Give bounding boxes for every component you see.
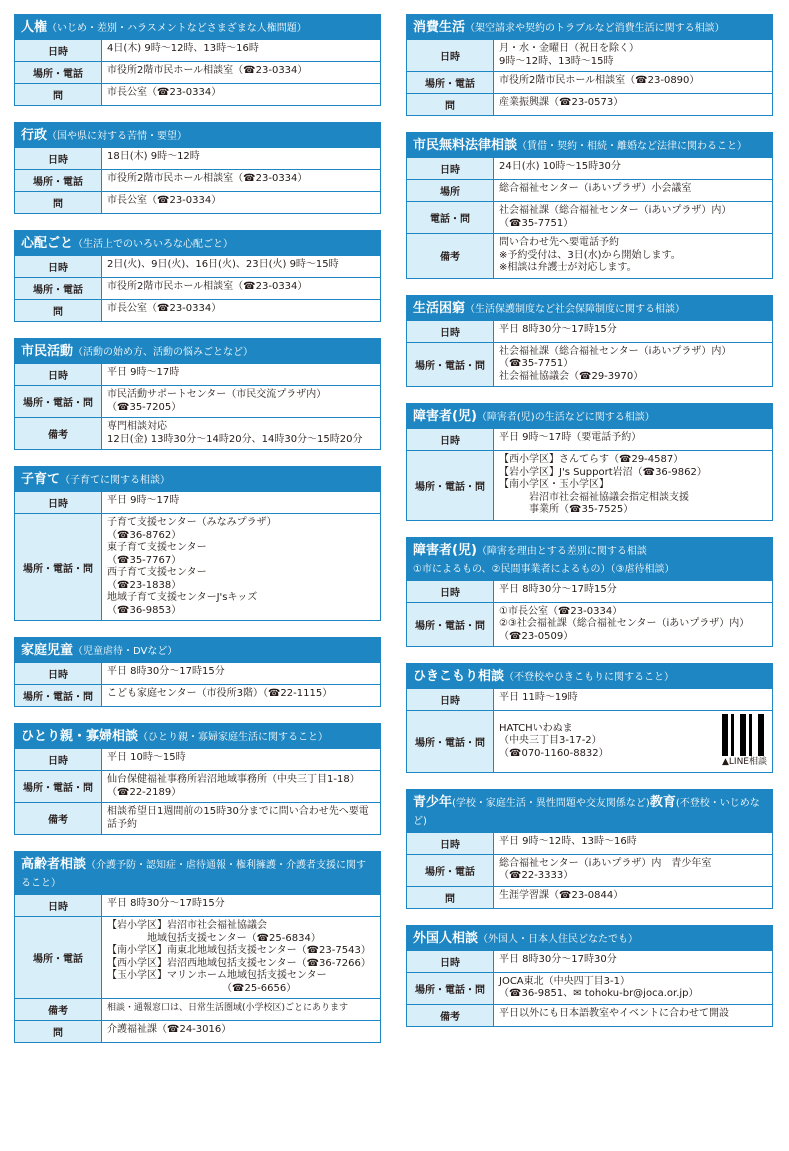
box-title: 市民活動	[21, 344, 74, 359]
box-subtitle: (不登校・いじめなど)	[413, 797, 760, 827]
row-datetime	[407, 320, 772, 342]
row-value: 【西小学区】さんてらす（☎29-4587） 【岩小学区】J's Support岩沼（☎36-9862） 【南小学区・玉小学区】 岩沼市社会福祉協議会指定相談支援 事業所（☎35-7525）	[499, 454, 707, 515]
consult-box-shogaisha-sabetsu	[406, 537, 773, 648]
box-subtitle: （活動の始め方、活動の悩みごとなど）	[73, 347, 254, 358]
row-datetime	[15, 39, 380, 61]
row-label: 問	[407, 887, 494, 908]
box-subtitle: (学校・家庭生活・異性問題や交友関係など)	[452, 797, 650, 809]
row-value: 【岩小学区】岩沼市社会福祉協議会 地域包括支援センター（☎25-6834） 【南小学区】南東北地域包括支援センター（☎23-7543） 【西小学区】岩沼西地域包括支援センター（☎36-7266） 【玉小学区】マリンホーム地域包括支援センター （☎25-6656）	[107, 920, 371, 994]
box-title: 教育	[649, 794, 676, 810]
row-value: HATCHいわぬま （中央三丁目3-17-2） （☎070-1160-8832） ▲LINE相談	[494, 711, 772, 772]
box-header	[15, 231, 380, 255]
box-header	[15, 638, 380, 662]
consult-box-shimin-katsudo	[14, 338, 381, 450]
box-header	[15, 852, 380, 894]
row-datetime	[407, 428, 772, 450]
list-item: 西子育て支援センター（☎23-1838）	[107, 567, 207, 591]
row-value: 市役所2階市民ホール相談室（☎23-0890）	[499, 75, 700, 86]
consult-box-koreisha	[14, 851, 381, 1043]
box-subtitle: （不登校やひきこもりに関すること）	[504, 672, 675, 683]
list-item: 地域子育て支援センターJ'sキッズ（☎36-9853）	[107, 592, 258, 616]
row-label: 場所・電話・問	[15, 386, 102, 417]
row-value: 平日 9時〜17時（要電話予約）	[499, 432, 642, 443]
row-place	[407, 854, 772, 886]
row-label: 日時	[407, 951, 494, 972]
row-value: 市長公室（☎23-0334）	[107, 87, 222, 98]
row-place	[15, 277, 380, 299]
row-note	[407, 1004, 772, 1026]
row-datetime	[15, 748, 380, 770]
row-label: 日時	[407, 689, 494, 710]
row-label: 備考	[15, 418, 102, 449]
row-label: 日時	[407, 321, 494, 342]
row-value: 産業振興課（☎23-0573）	[499, 97, 624, 108]
row-label: 日時	[15, 364, 102, 385]
consult-box-katei-jido	[14, 637, 381, 707]
row-label: 問	[15, 1021, 102, 1042]
left-column	[14, 14, 381, 1059]
box-subtitle: （生活保護制度など社会保障制度に関する相談）	[465, 303, 686, 315]
row-value: JOCA東北（中央四丁目3-1） （☎36-9851、✉ tohoku-br@joca.or.jp）	[499, 975, 699, 999]
row-label: 場所・電話・問	[15, 771, 102, 802]
row-datetime	[407, 832, 772, 854]
row-value: 市役所2階市民ホール相談室（☎23-0334）	[107, 281, 308, 292]
row-value: ①市長公室（☎23-0334） ②③社会福祉課（総合福祉センター（iあいプラザ）内） （☎23-0509）	[499, 605, 750, 642]
row-datetime	[15, 363, 380, 385]
box-header	[15, 339, 380, 363]
row-value: 相談希望日1週間前の15時30分までに問い合わせ先へ要電話予約	[107, 806, 369, 830]
row-value: 総合福祉センター（iあいプラザ）内 青少年室 （☎22-3333）	[499, 857, 712, 881]
row-datetime	[407, 157, 772, 179]
row-phone	[407, 201, 772, 233]
row-value: 4日(木) 9時〜12時、13時〜16時	[107, 43, 259, 54]
row-inquiry	[15, 83, 380, 105]
row-label: 場所・電話・問	[407, 603, 494, 647]
row-place	[407, 342, 772, 387]
box-title: 行政	[21, 128, 48, 143]
row-place	[15, 169, 380, 191]
row-inquiry	[407, 886, 772, 908]
row-label: 日時	[407, 833, 494, 854]
row-datetime	[15, 662, 380, 684]
list-item: 子育て支援センター（みなみプラザ）（☎36-8762）	[107, 517, 277, 541]
row-value: 平日 10時〜15時	[107, 752, 186, 763]
row-place	[15, 385, 380, 417]
row-label: 備考	[15, 999, 102, 1020]
row-value: 平日 8時30分〜17時15分	[499, 323, 617, 335]
consult-box-gaikokujin	[406, 925, 773, 1027]
consult-box-gyosei	[14, 122, 381, 214]
row-place	[15, 61, 380, 83]
row-value: 平日以外にも日本語教室やイベントに合わせて開設	[499, 1007, 729, 1019]
row-datetime	[407, 688, 772, 710]
consult-box-seikatsu-konkyu	[406, 295, 773, 388]
row-datetime	[407, 950, 772, 972]
row-note	[15, 417, 380, 449]
box-subtitle: （賃借・契約・相続・離婚など法律に関わること）	[517, 141, 748, 152]
row-label: 場所・電話	[15, 278, 102, 299]
row-value: 平日 9時〜12時、13時〜16時	[499, 835, 637, 847]
row-place	[407, 602, 772, 647]
row-value: 月・水・金曜日（祝日を除く） 9時〜12時、13時〜15時	[499, 43, 639, 67]
row-label: 日時	[15, 749, 102, 770]
row-label: 場所・電話・問	[407, 343, 494, 387]
row-label: 場所・電話	[15, 917, 102, 998]
consult-box-shinpai	[14, 230, 381, 322]
row-datetime	[407, 580, 772, 602]
row-value: 平日 8時30分〜17時15分	[499, 583, 617, 595]
row-label: 日時	[407, 581, 494, 602]
row-value: 市役所2階市民ホール相談室（☎23-0334）	[107, 65, 308, 76]
consult-box-hikikomori	[406, 663, 773, 773]
box-subtitle: （児童虐待・DVなど）	[73, 646, 178, 657]
row-place	[15, 513, 380, 620]
box-subtitle: （外国人・日本人住民どなたでも）	[478, 933, 639, 945]
box-subtitle: （障害を理由とする差別に関する相談 ①市によるもの、②民間事業者によるもの）（③虐待相談）	[413, 545, 675, 575]
row-note	[15, 998, 380, 1020]
row-value: 仙台保健福祉事務所岩沼地域事務所（中央三丁目1-18）（☎22-2189）	[107, 774, 360, 798]
row-label: 場所	[407, 180, 494, 201]
row-value: 平日 9時〜17時	[107, 367, 180, 378]
row-value: 市役所2階市民ホール相談室（☎23-0334）	[107, 173, 308, 184]
row-value: 市長公室（☎23-0334）	[107, 303, 222, 314]
line-qr[interactable]	[722, 714, 767, 769]
box-header	[407, 133, 772, 157]
box-header	[15, 724, 380, 748]
consult-box-jinken	[14, 14, 381, 106]
box-header	[407, 790, 772, 832]
box-subtitle: （生活上でのいろいろな心配ごと）	[73, 239, 234, 250]
row-value: 平日 8時30分〜17時15分	[107, 898, 225, 909]
row-label: 備考	[15, 803, 102, 834]
row-value: 平日 8時30分〜17時30分	[499, 953, 617, 965]
consult-box-shogaisha	[406, 403, 773, 521]
row-value: 生涯学習課（☎23-0844）	[499, 889, 624, 901]
box-title: 家庭児童	[21, 643, 74, 658]
row-label: 問	[15, 300, 102, 321]
row-place	[407, 972, 772, 1004]
box-title: 心配ごと	[21, 236, 74, 251]
row-place	[407, 450, 772, 520]
row-value: 2日(火)、9日(火)、16日(火)、23日(火) 9時〜15時	[107, 259, 339, 270]
box-subtitle: （架空請求や契約のトラブルなど消費生活に関する相談）	[465, 23, 725, 34]
box-header	[407, 404, 772, 428]
row-inquiry	[15, 299, 380, 321]
row-label: 日時	[15, 663, 102, 684]
box-title: 高齢者相談	[21, 857, 87, 872]
row-value: 社会福祉課（総合福祉センター（iあいプラザ）内） （☎35-7751）	[499, 205, 732, 229]
right-column	[406, 14, 773, 1043]
row-value	[102, 514, 380, 620]
row-note	[407, 233, 772, 278]
box-subtitle: （障害者(児)の生活などに関する相談）	[476, 412, 655, 423]
row-label: 場所・電話	[15, 170, 102, 191]
row-label: 場所・電話	[407, 855, 494, 886]
row-datetime	[15, 491, 380, 513]
row-label: 場所・電話	[407, 72, 494, 93]
row-label: 日時	[15, 492, 102, 513]
row-inquiry	[15, 1020, 380, 1042]
box-subtitle: （国や県に対する苦情・要望）	[47, 131, 188, 142]
box-header	[407, 926, 772, 950]
list-item: 東子育て支援センター（☎35-7767）	[107, 542, 207, 566]
box-title: 子育て	[21, 472, 61, 487]
box-title: ひきこもり相談	[413, 669, 505, 684]
box-title: 外国人相談	[413, 930, 479, 946]
row-label: 問	[15, 84, 102, 105]
row-value: 問い合わせ先へ要電話予約 ※予約受付は、3日(水)から開始します。 ※相談は弁護士が対応します。	[499, 237, 681, 273]
row-label: 場所・電話・問	[15, 514, 102, 620]
line-label: ▲LINE相談	[721, 757, 767, 767]
row-label: 日時	[15, 895, 102, 916]
row-datetime	[15, 255, 380, 277]
row-label: 日時	[407, 40, 494, 71]
row-label: 備考	[407, 234, 494, 278]
box-subtitle: （介護予防・認知症・虐待通報・権利擁護・介護者支援に関すること）	[21, 860, 367, 889]
row-label: 日時	[407, 429, 494, 450]
consult-box-horitsu	[406, 132, 773, 279]
box-header	[407, 15, 772, 39]
row-inquiry	[15, 191, 380, 213]
row-label: 場所・電話・問	[407, 973, 494, 1004]
row-place	[15, 770, 380, 802]
row-value: こども家庭センター（市役所3階）（☎22-1115）	[107, 688, 333, 699]
row-value: 18日(木) 9時〜12時	[107, 151, 200, 162]
row-label: 備考	[407, 1005, 494, 1026]
row-datetime	[15, 147, 380, 169]
row-label: 日時	[15, 256, 102, 277]
row-value: 平日 9時〜17時	[107, 495, 180, 506]
row-label: 電話・問	[407, 202, 494, 233]
row-value: 社会福祉課（総合福祉センター（iあいプラザ）内） （☎35-7751） 社会福祉協議会（☎29-3970）	[499, 345, 732, 382]
row-label: 日時	[15, 40, 102, 61]
row-value: 総合福祉センター（iあいプラザ）小会議室	[499, 183, 692, 194]
row-label: 日時	[407, 158, 494, 179]
row-value: 市民活動サポートセンター（市民交流プラザ内） （☎35-7205）	[107, 389, 327, 413]
row-note	[15, 802, 380, 834]
row-datetime	[407, 39, 772, 71]
consult-box-seishonen	[406, 789, 773, 909]
row-label: 場所・電話・問	[15, 685, 102, 706]
box-header	[15, 15, 380, 39]
consult-box-kosodate	[14, 466, 381, 621]
row-label: 問	[15, 192, 102, 213]
row-label: 日時	[15, 148, 102, 169]
box-title: 青少年	[413, 794, 453, 810]
box-title: 人権	[21, 20, 48, 35]
row-label: 問	[407, 94, 494, 115]
row-label: 場所・電話	[15, 62, 102, 83]
box-title: 市民無料法律相談	[413, 138, 518, 153]
box-header	[15, 467, 380, 491]
box-header	[407, 664, 772, 688]
box-header	[407, 538, 772, 580]
box-header	[407, 296, 772, 320]
row-value: 平日 11時〜19時	[499, 692, 578, 703]
box-title: 生活困窮	[413, 300, 466, 316]
row-label: 場所・電話・問	[407, 711, 494, 772]
row-label: 場所・電話・問	[407, 451, 494, 520]
consult-box-shohi-seikatsu	[406, 14, 773, 116]
row-place	[15, 916, 380, 998]
box-title: 障害者(児)	[413, 542, 477, 558]
box-title: 消費生活	[413, 20, 466, 35]
box-subtitle: （ひとり親・寡婦家庭生活に関すること）	[138, 732, 329, 743]
box-subtitle: （子育てに関する相談）	[60, 475, 171, 486]
box-subtitle: （いじめ・差別・ハラスメントなどさまざまな人権問題）	[47, 23, 307, 34]
consult-box-hitorioya	[14, 723, 381, 835]
row-place	[407, 179, 772, 201]
qr-code-icon[interactable]	[722, 714, 764, 756]
box-title: ひとり親・寡婦相談	[21, 729, 139, 744]
row-value: 専門相談対応 12日(金) 13時30分〜14時20分、14時30分〜15時20分	[107, 421, 363, 445]
box-title: 障害者(児)	[413, 409, 477, 424]
row-place	[15, 684, 380, 706]
row-value: 相談・通報窓口は、日常生活圏域(小学校区)ごとにあります	[107, 1003, 349, 1013]
row-value: 平日 8時30分〜17時15分	[107, 666, 225, 677]
row-value: 介護福祉課（☎24-3016）	[107, 1024, 232, 1035]
row-inquiry	[407, 93, 772, 115]
row-value: 24日(水) 10時〜15時30分	[499, 161, 621, 172]
row-place	[407, 710, 772, 772]
row-datetime	[15, 894, 380, 916]
row-place	[407, 71, 772, 93]
box-header	[15, 123, 380, 147]
row-value: 市長公室（☎23-0334）	[107, 195, 222, 206]
